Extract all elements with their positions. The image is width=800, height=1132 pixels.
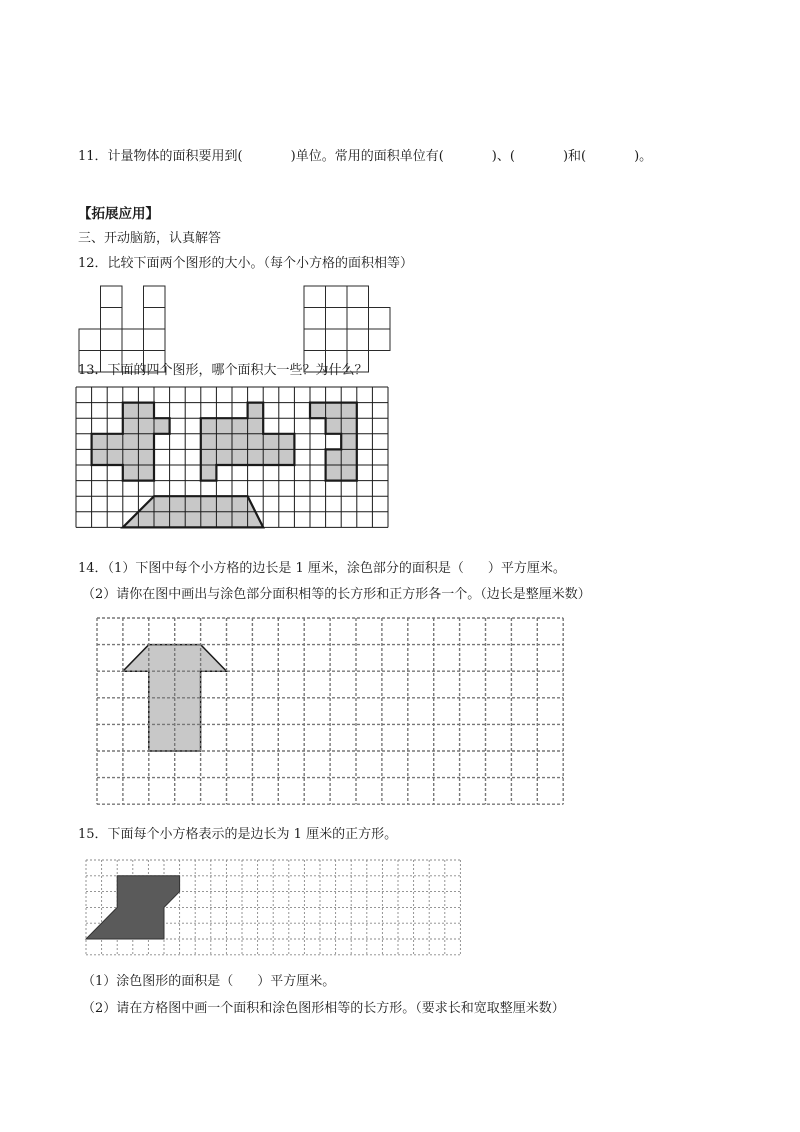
question-15: 15．下面每个小方格表示的是边长为 1 厘米的正方形。 bbox=[78, 827, 398, 842]
q11-text-3: )、( bbox=[491, 149, 515, 164]
q14-part1-text: 14．（1）下图中每个小方格的边长是 1 厘米，涂色部分的面积是（ bbox=[78, 561, 464, 576]
q15-part1-text: （1）涂色图形的面积是（ bbox=[82, 974, 234, 989]
question-14-part-2: （2）请你在图中画出与涂色部分面积相等的长方形和正方形各一个。（边长是整厘米数） bbox=[82, 587, 591, 602]
section-subheading: 三、开动脑筋，认真解答 bbox=[78, 231, 222, 246]
shaded-dark-shape bbox=[86, 876, 180, 939]
question-12: 12．比较下面两个图形的大小。（每个小方格的面积相等） bbox=[78, 256, 414, 271]
q14-part1-unit: ）平方厘米。 bbox=[487, 561, 566, 576]
q11-text-5: )。 bbox=[634, 149, 653, 164]
question-15-part-1 bbox=[82, 973, 335, 991]
q11-text-4: )和( bbox=[562, 149, 587, 164]
q11-text-2: )单位。常用的面积单位有( bbox=[290, 149, 444, 164]
q11-number: 11． bbox=[78, 149, 108, 164]
section-heading: 【拓展应用】 bbox=[78, 206, 159, 222]
q11-text-1: 计量物体的面积要用到( bbox=[107, 149, 243, 164]
question-13: 13．下面的四个图形，哪个面积大一些？为什么？ bbox=[78, 363, 368, 378]
q15-part1-unit: ）平方厘米。 bbox=[257, 974, 336, 989]
question-15-part-2: （2）请在方格图中画一个面积和涂色图形相等的长方形。（要求长和宽取整厘米数） bbox=[82, 1001, 565, 1016]
